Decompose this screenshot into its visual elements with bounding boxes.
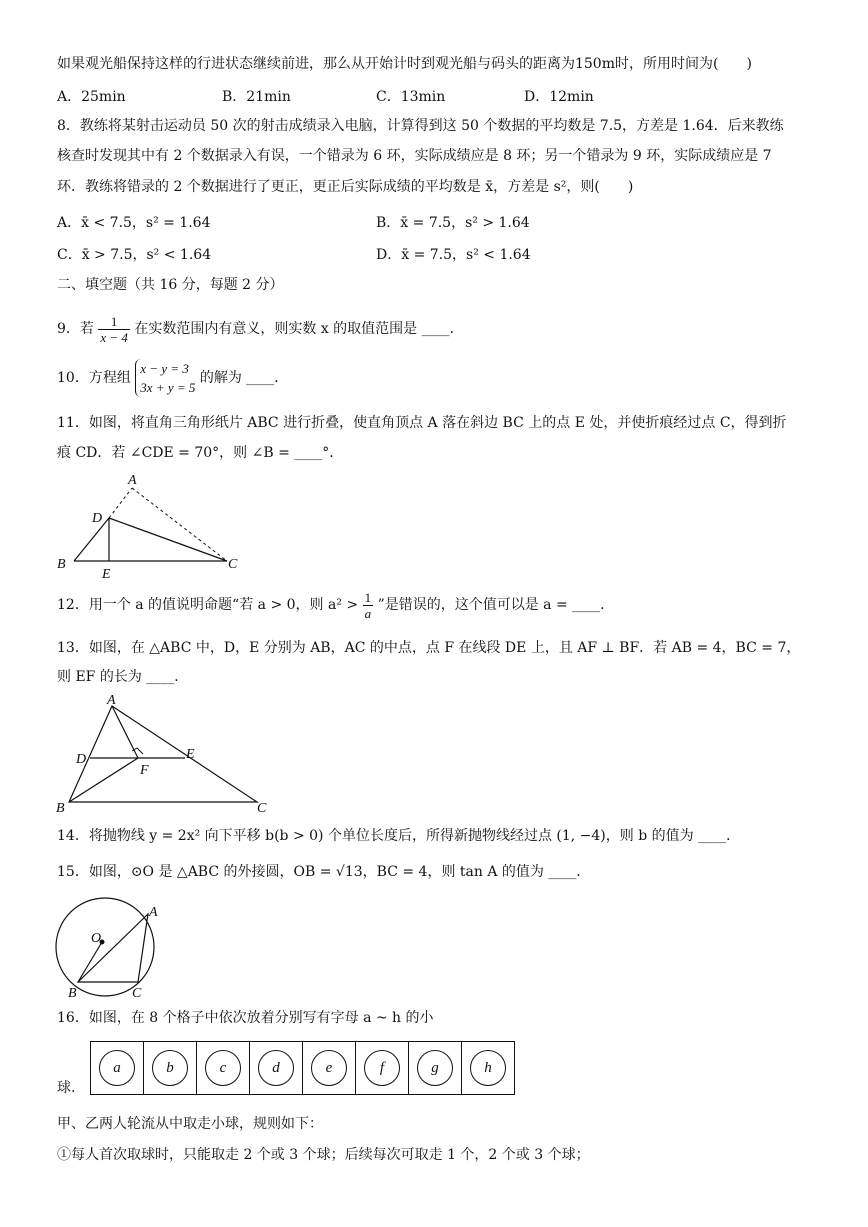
ball: c bbox=[205, 1050, 241, 1086]
ball: f bbox=[364, 1050, 400, 1086]
label-b: B bbox=[57, 557, 66, 572]
grid-cell bbox=[91, 1042, 144, 1094]
q7-stem: 如果观光船保持这样的行进状态继续前进，那么从开始计时到观光船与码头的距离为150m时，所用时间为( ) bbox=[57, 56, 752, 72]
q9-numerator: 1 bbox=[98, 314, 130, 330]
label-a: A bbox=[107, 693, 116, 708]
label-b: B bbox=[68, 986, 77, 1001]
grid-cell bbox=[462, 1042, 514, 1094]
q7-option-d: D．12min bbox=[524, 89, 594, 105]
q15: 15．如图，⊙O 是 △ABC 的外接圆，OB = √13，BC = 4，则 tan A 的值为 ____． bbox=[57, 864, 591, 880]
segment-dc bbox=[109, 518, 227, 561]
q15-figure bbox=[52, 892, 182, 1007]
q11-line1: 11．如图，将直角三角形纸片 ABC 进行折叠，使直角顶点 A 落在斜边 BC 上的点 E 处，并使折痕经过点 C，得到折 bbox=[57, 415, 787, 431]
q10-prefix: 10．方程组 bbox=[57, 370, 131, 386]
q10 bbox=[57, 358, 288, 398]
grid-cell bbox=[409, 1042, 462, 1094]
grid-cell bbox=[250, 1042, 303, 1094]
segment-ac-dashed bbox=[132, 488, 227, 561]
label-a: A bbox=[128, 473, 137, 488]
ball: b bbox=[152, 1050, 188, 1086]
triangle-abc bbox=[69, 706, 257, 802]
q8-option-b: B．x̄ = 7.5，s² > 1.64 bbox=[376, 215, 530, 231]
ball: h bbox=[470, 1050, 506, 1086]
q10-system bbox=[135, 359, 195, 397]
label-e: E bbox=[186, 747, 195, 762]
q11-line2: 痕 CD．若 ∠CDE = 70°，则 ∠B = ____°． bbox=[57, 445, 344, 461]
label-b: B bbox=[56, 801, 65, 816]
q16-ball-word: 球. bbox=[57, 1080, 76, 1096]
label-a: A bbox=[149, 905, 158, 920]
q7-option-c: C．13min bbox=[376, 89, 446, 105]
section-heading: 二、填空题（共 16 分，每题 2 分） bbox=[57, 277, 284, 293]
q12-numerator: 1 bbox=[364, 589, 372, 605]
q11-figure bbox=[52, 468, 252, 583]
segment-da-dashed bbox=[109, 488, 132, 518]
q13-line2: 则 EF 的长为 ____． bbox=[57, 669, 189, 685]
q12-prefix: 12．用一个 a 的值说明命题“若 a > 0，则 a² > bbox=[57, 597, 359, 613]
grid-cell bbox=[356, 1042, 409, 1094]
ball: a bbox=[99, 1050, 135, 1086]
q8-line1: 8．教练将某射击运动员 50 次的射击成绩录入电脑，计算得到这 50 个数据的平均数是 7.5，方差是 1.64．后来教练 bbox=[57, 118, 784, 134]
label-c: C bbox=[132, 986, 142, 1001]
q9 bbox=[57, 312, 464, 346]
q10-equation-1: x − y = 3 bbox=[140, 361, 189, 376]
q9-prefix: 9．若 bbox=[57, 321, 94, 337]
q16-line2: 甲、乙两人轮流从中取走小球，规则如下： bbox=[57, 1116, 323, 1132]
q13-line1: 13．如图，在 △ABC 中，D，E 分别为 AB，AC 的中点，点 F 在线段 DE 上，且 AF ⊥ BF．若 AB = 4，BC = 7， bbox=[57, 640, 801, 656]
grid-cell bbox=[303, 1042, 356, 1094]
ball: d bbox=[258, 1050, 294, 1086]
q10-suffix: 的解为 ____． bbox=[199, 370, 289, 386]
ball: e bbox=[311, 1050, 347, 1086]
ball: g bbox=[417, 1050, 453, 1086]
q7-option-b: B．21min bbox=[222, 89, 291, 105]
q8-option-c: C．x̄ > 7.5，s² < 1.64 bbox=[57, 247, 212, 263]
label-f: F bbox=[140, 763, 149, 778]
label-c: C bbox=[257, 801, 267, 816]
q16-line3: ①每人首次取球时，只能取走 2 个或 3 个球；后续每次可取走 1 个，2 个或 3 个球； bbox=[57, 1147, 590, 1163]
q14: 14．将抛物线 y = 2x² 向下平移 b(b > 0) 个单位长度后，所得新抛物线经过点 (1, −4)，则 b 的值为 ____． bbox=[57, 828, 741, 844]
q12-suffix: ”是错误的，这个值可以是 a = ____． bbox=[377, 597, 615, 613]
q8-line2: 核查时发现其中有 2 个数据录入有误，一个错录为 6 环，实际成绩应是 8 环；另一个错录为 9 环，实际成绩应是 7 bbox=[57, 148, 772, 164]
grid-cell bbox=[197, 1042, 250, 1094]
grid-cell bbox=[144, 1042, 197, 1094]
q13-figure bbox=[52, 692, 282, 817]
q9-suffix: 在实数范围内有意义，则实数 x 的取值范围是 ____． bbox=[134, 321, 464, 337]
label-e: E bbox=[102, 567, 111, 582]
q7-option-a: A．25min bbox=[57, 89, 126, 105]
triangle-abc bbox=[78, 914, 148, 982]
ball-grid bbox=[90, 1041, 515, 1095]
q8-option-a: A．x̄ < 7.5，s² = 1.64 bbox=[57, 215, 211, 231]
q9-fraction bbox=[98, 314, 130, 345]
label-c: C bbox=[228, 557, 238, 572]
q8-line3: 环．教练将错录的 2 个数据进行了更正，更正后实际成绩的平均数是 x̄，方差是 s²，则( ) bbox=[57, 179, 634, 195]
q12-fraction bbox=[363, 590, 374, 621]
q8-option-d: D．x̄ = 7.5，s² < 1.64 bbox=[376, 247, 531, 263]
label-o: O bbox=[91, 931, 102, 946]
q16-line1: 16．如图，在 8 个格子中依次放着分别写有字母 a ~ h 的小 bbox=[57, 1010, 434, 1026]
label-d: D bbox=[76, 752, 87, 767]
q12 bbox=[57, 588, 614, 622]
label-d: D bbox=[92, 511, 103, 526]
q10-equation-2: 3x + y = 5 bbox=[140, 380, 196, 395]
q9-denominator: x − 4 bbox=[100, 329, 128, 345]
circumcircle bbox=[56, 898, 154, 996]
q12-denominator: a bbox=[364, 605, 372, 621]
